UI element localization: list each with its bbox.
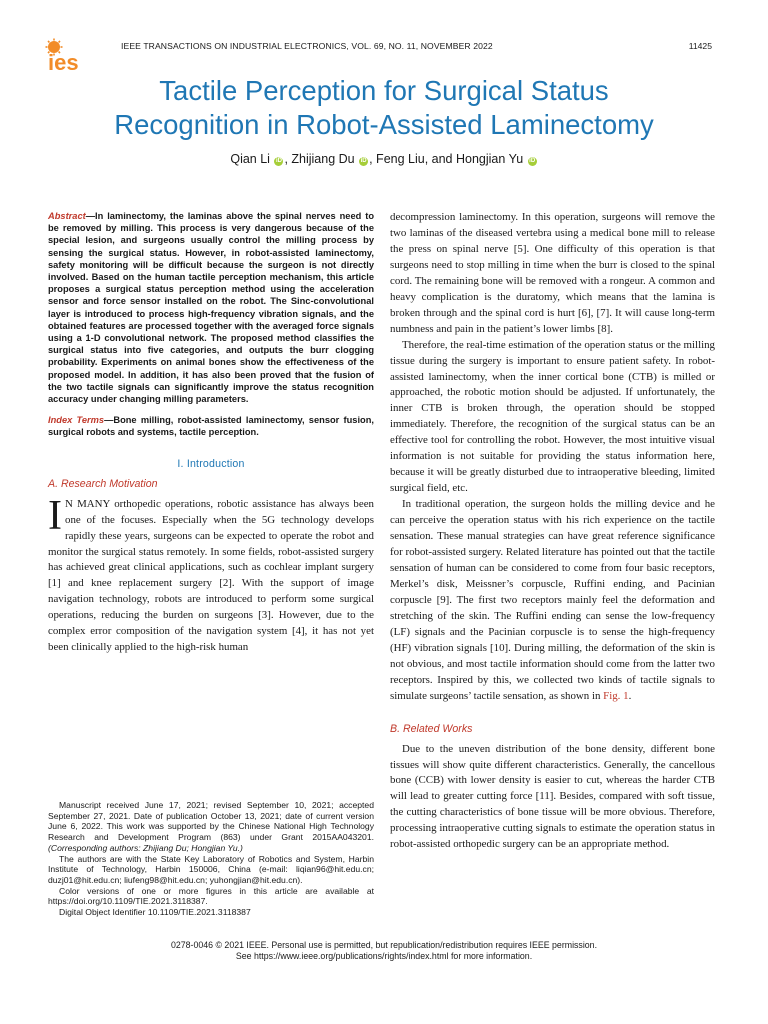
logo-text: ies [48,50,79,72]
paragraph-related-works: Due to the uneven distribution of the bone density, different bone tissues will show quite different characteristics. Generally, the cancellous bone (CCB) with lower density is easier to cut, whereas the harder CTB will lead to greater cutting force [11]. Besides, compared with soft tissue, the cutting characteristics of bone tissue will be more obvious. Therefore, processing intraoperative cutting signals to estimate the operation status in robot-assisted orthopedic surgery can be an appropriate method. [390,742,715,851]
paragraph-motivation-1: I N MANY orthopedic operations, robotic assistance has always been one of the focuses. Especially when the 5G technology develops rapidly these years, surgeons can be expected to operate the robot and monitor the surgical status remotely. In some fields, robot-assisted surgery has achieved great clinical applications, such as cochlear implant surgery [1] and knee replacement surgery [2]. With the support of image navigation technology, robots are introduced to perform some surgical operations, reducing the burden on surgeons [3]. However, due to the complex error composition of the navigation system [4], it has not yet been clinically applied to the high-risk human [48,492,374,654]
copyright-line-1: 0278-0046 © 2021 IEEE. Personal use is permitted, but republication/redistribution requires IEEE permission. [170,940,598,950]
abstract [48,210,374,405]
drop-cap: I [48,492,62,539]
section-heading-introduction: I. Introduction [177,457,245,470]
index-terms-text: —Bone milling, robot-assisted laminectomy, sensor fusion, surgical robots and systems, tactile perception. [48,415,374,438]
index-terms-label: Index Terms [48,415,105,426]
copyright-notice [0,940,768,962]
page-number: 11425 [688,41,712,51]
author-2: , Zhijiang Du [284,152,355,166]
ies-logo [44,38,106,72]
subsection-heading-motivation: A. Research Motivation [48,477,158,490]
author-list [40,152,728,166]
footnote-affiliation: The authors are with the State Key Laboratory of Robotics and System, Harbin Institute of Technology, Harbin 150006, China (e-mail: liqian96@hit.edu.cn; duzj01@hit.edu.cn; liufeng98@hit.edu.cn; yuhongjian@hit.edu.cn). [48,853,374,885]
subsection-heading-related-works: B. Related Works [390,722,473,735]
footnote-doi: Digital Object Identifier 10.1109/TIE.2021.3118387 [59,907,251,918]
abstract-label: Abstract [48,211,86,221]
paragraph-motivation-3: Therefore, the real-time estimation of the operation status or the milling tissue during the surgery is important to ensure patient safety. In robot-assisted laminectomy, when the inner cortical bone (CTB) is milled or approached, the robotic motion should be adjusted. If unfortunately, the inner CTB is broken through, the operation should be stopped immediately. Therefore, the recognition of the surgical status can be an effective tool for controlling the robot. However, the most intuitive visual information is not suitable for providing the status information here, because it will be greatly disturbed due to intraoperative bleeding, limited surgical field, etc. [390,338,716,495]
right-column [390,210,715,853]
paragraph-motivation-4: In traditional operation, the surgeon holds the milling device and he can perceive the operation status with his rich experience on the tactile sensation. These manual strategies can have great reference significance for robot-assisted surgery. Related literature has pointed out that the tactile sensation of human can be considered to come from four basic receptors, Merkel’s disk, Meissner’s corpuscle, Ruffini ending, and Pacinian corpuscle [9]. The first two receptors mainly feel the deformation and stretching of the skin. The Ruffini ending can sense the low-frequency (LF) signals and the Pacinian corpuscle is to sense the high-frequency (HF) vibration signals [10]. During milling, the deformation of the skin is not obvious, and most tactile information should come from the latter two receptors. Inspired by this, we collected two kinds of tactile signals to simulate surgeons’ tactile sensation, as shown in Fig. 1. [390,498,715,702]
copyright-line-2: See https://www.ieee.org/publications/rights/index.html for more information. [235,951,533,961]
paragraph-motivation-2: decompression laminectomy. In this operation, surgeons will remove the two laminas of the diseased vertebra using a medical bone mill to release the press on spinal nerve [5]. One difficulty of this operation is that surgeons need to stop milling in time when the burr is closed to the spinal cord. The remaining bone will be removed with a rongeur. A common and heavy complication is the duratomy, which means that the lamina is broken through and the spinal cord is hurt [6], [7]. It will cause long-term numbness and pain in the patient’s lower limbs [8]. [390,211,715,335]
journal-header: IEEE TRANSACTIONS ON INDUSTRIAL ELECTRONICS, VOL. 69, NO. 11, NOVEMBER 2022 [121,41,493,51]
left-column [48,210,374,656]
author-3-4: , Feng Liu, and Hongjian Yu [369,152,524,166]
orcid-icon[interactable]: iD [275,158,282,164]
footnote-color-versions: Color versions of one or more figures in this article are available at https://doi.org/10.1109/TIE.2021.3118387. [48,885,374,907]
footnote-block [48,800,374,918]
orcid-icon[interactable]: iD [529,158,536,164]
paper-title [40,74,728,142]
abstract-text: —In laminectomy, the laminas above the spinal nerves need to be removed by milling. This process is very dangerous because of the special lesion, and surgeons usually control the milling process by sensing the surgical status. However, in robot-assisted laminectomy, safety monitoring will be difficult because the surgeon is not directly involved. Based on the human tactile perception mechanism, this article proposes a surgical status perception method using the acceleration sensor and force sensor installed on the robot. The Sinc-convolutional layer is introduced to process high-frequency vibration signals, and the obtained features are processed together with the averaged force signals using a 1-D convolutional network. The proposed method classifies the surgical status into five categories, and outputs the burr clogging probability. Experiments on animal bones show the effectiveness of the proposed model. In addition, it has also been proved that the fusion of the two tactile signals can significantly improve the status recognition accuracy under changing milling parameters. [48,211,374,405]
title-line-1: Tactile Perception for Surgical Status [159,75,609,106]
footnote-manuscript: Manuscript received June 17, 2021; revised September 10, 2021; accepted September 27, 2021. Date of publication October 13, 2021; date of current version June 6, 2022. This work was supported by the Chinese National High Technology Research and Development Program (863) under Grant 2015AA043201. (Corresponding authors: Zhijiang Du; Hongjian Yu.) [48,800,374,853]
orcid-icon[interactable]: iD [360,158,367,164]
figure-link[interactable]: Fig. 1 [603,689,629,702]
author-1: Qian Li [230,152,270,166]
title-line-2: Recognition in Robot-Assisted Laminectomy [114,109,654,140]
index-terms [48,414,374,438]
